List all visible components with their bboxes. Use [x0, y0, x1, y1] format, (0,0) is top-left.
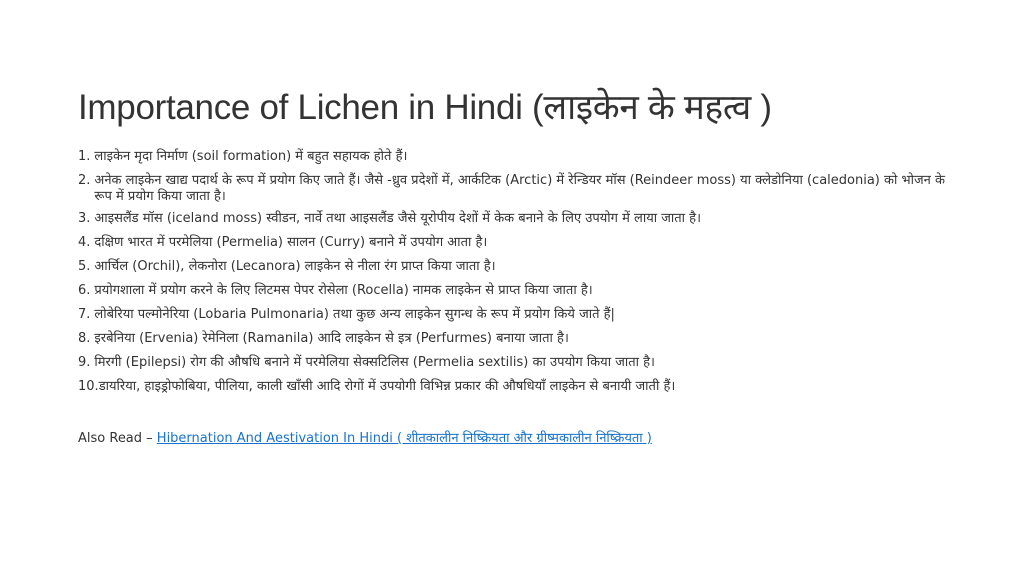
list-item-number: 2.	[78, 173, 91, 188]
list-item-text: आर्चिल (Orchil), लेकनोरा (Lecanora) लाइकेन से नीला रंग प्राप्त किया जाता है।	[94, 259, 496, 274]
list-item-number: 1.	[78, 149, 91, 164]
list-item-text: इरबेनिया (Ervenia) रेमेनिला (Ramanila) आदि लाइकेन से इत्र (Perfurmes) बनाया जाता है।	[94, 331, 569, 346]
list-item	[78, 331, 948, 347]
list-item	[78, 307, 948, 323]
list-item-text: अनेक लाइकेन खाद्य पदार्थ के रूप में प्रयोग किए जाते हैं। जैसे -ध्रुव प्रदेशों में, आर्कटिक (Arctic) में रेन्डियर मॉस (Reindeer moss) या क्लेडोनिया (caledonia) को भोजन के रूप में प्रयोग किया जाता है।	[94, 173, 945, 204]
list-item-number: 10.	[78, 379, 99, 394]
list-item-text: लाइकेन मृदा निर्माण (soil formation) में बहुत सहायक होते हैं।	[94, 149, 408, 164]
also-read	[78, 430, 652, 448]
list-item-number: 6.	[78, 283, 91, 298]
list-item	[78, 259, 948, 275]
list-item	[78, 283, 948, 299]
list-item-number: 5.	[78, 259, 91, 274]
list-item-text: प्रयोगशाला में प्रयोग करने के लिए लिटमस पेपर रोसेला (Rocella) नामक लाइकेन से प्राप्त किया जाता है।	[94, 283, 593, 298]
list-item-number: 9.	[78, 355, 91, 370]
list-item	[78, 211, 948, 227]
slide-title: Importance of Lichen in Hindi (लाइकेन के महत्व )	[78, 88, 772, 128]
list-item-text: आइसलैंड मॉस (iceland moss) स्वीडन, नार्वे तथा आइसलैंड जैसे यूरोपीय देशों में केक बनाने के लिए उपयोग में लाया जाता है।	[94, 211, 702, 226]
list-item-text: लोबेरिया पल्मोनेरिया (Lobaria Pulmonaria) तथा कुछ अन्य लाइकेन सुगन्ध के रूप में प्रयोग किये जाते हैं|	[94, 307, 615, 322]
list-item	[78, 149, 948, 165]
list-item-text: डायरिया, हाइड्रोफोबिया, पीलिया, काली खाँसी आदि रोगों में उपयोगी विभिन्न प्रकार की औषधियाँ लाइकेन से बनायी जाती हैं।	[98, 379, 676, 394]
list-item-number: 7.	[78, 307, 91, 322]
list-item	[78, 379, 948, 395]
list-item-text: मिरगी (Epilepsi) रोग की औषधि बनाने में परमेलिया सेक्सटिलिस (Permelia sextilis) का उपयोग किया जाता है।	[94, 355, 655, 370]
list-item	[78, 355, 948, 371]
list-item-number: 4.	[78, 235, 91, 250]
list-item	[78, 173, 948, 205]
also-read-prefix: Also Read –	[78, 431, 157, 446]
list-item-number: 8.	[78, 331, 91, 346]
list-item	[78, 235, 948, 251]
also-read-link[interactable]: Hibernation And Aestivation In Hindi ( शीतकालीन निष्क्रियता और ग्रीष्मकालीन निष्क्रियता )	[156, 431, 652, 446]
list-item-text: दक्षिण भारत में परमेलिया (Permelia) सालन (Curry) बनाने में उपयोग आता है।	[94, 235, 488, 250]
list-item-number: 3.	[78, 211, 91, 226]
importance-list	[78, 149, 948, 403]
